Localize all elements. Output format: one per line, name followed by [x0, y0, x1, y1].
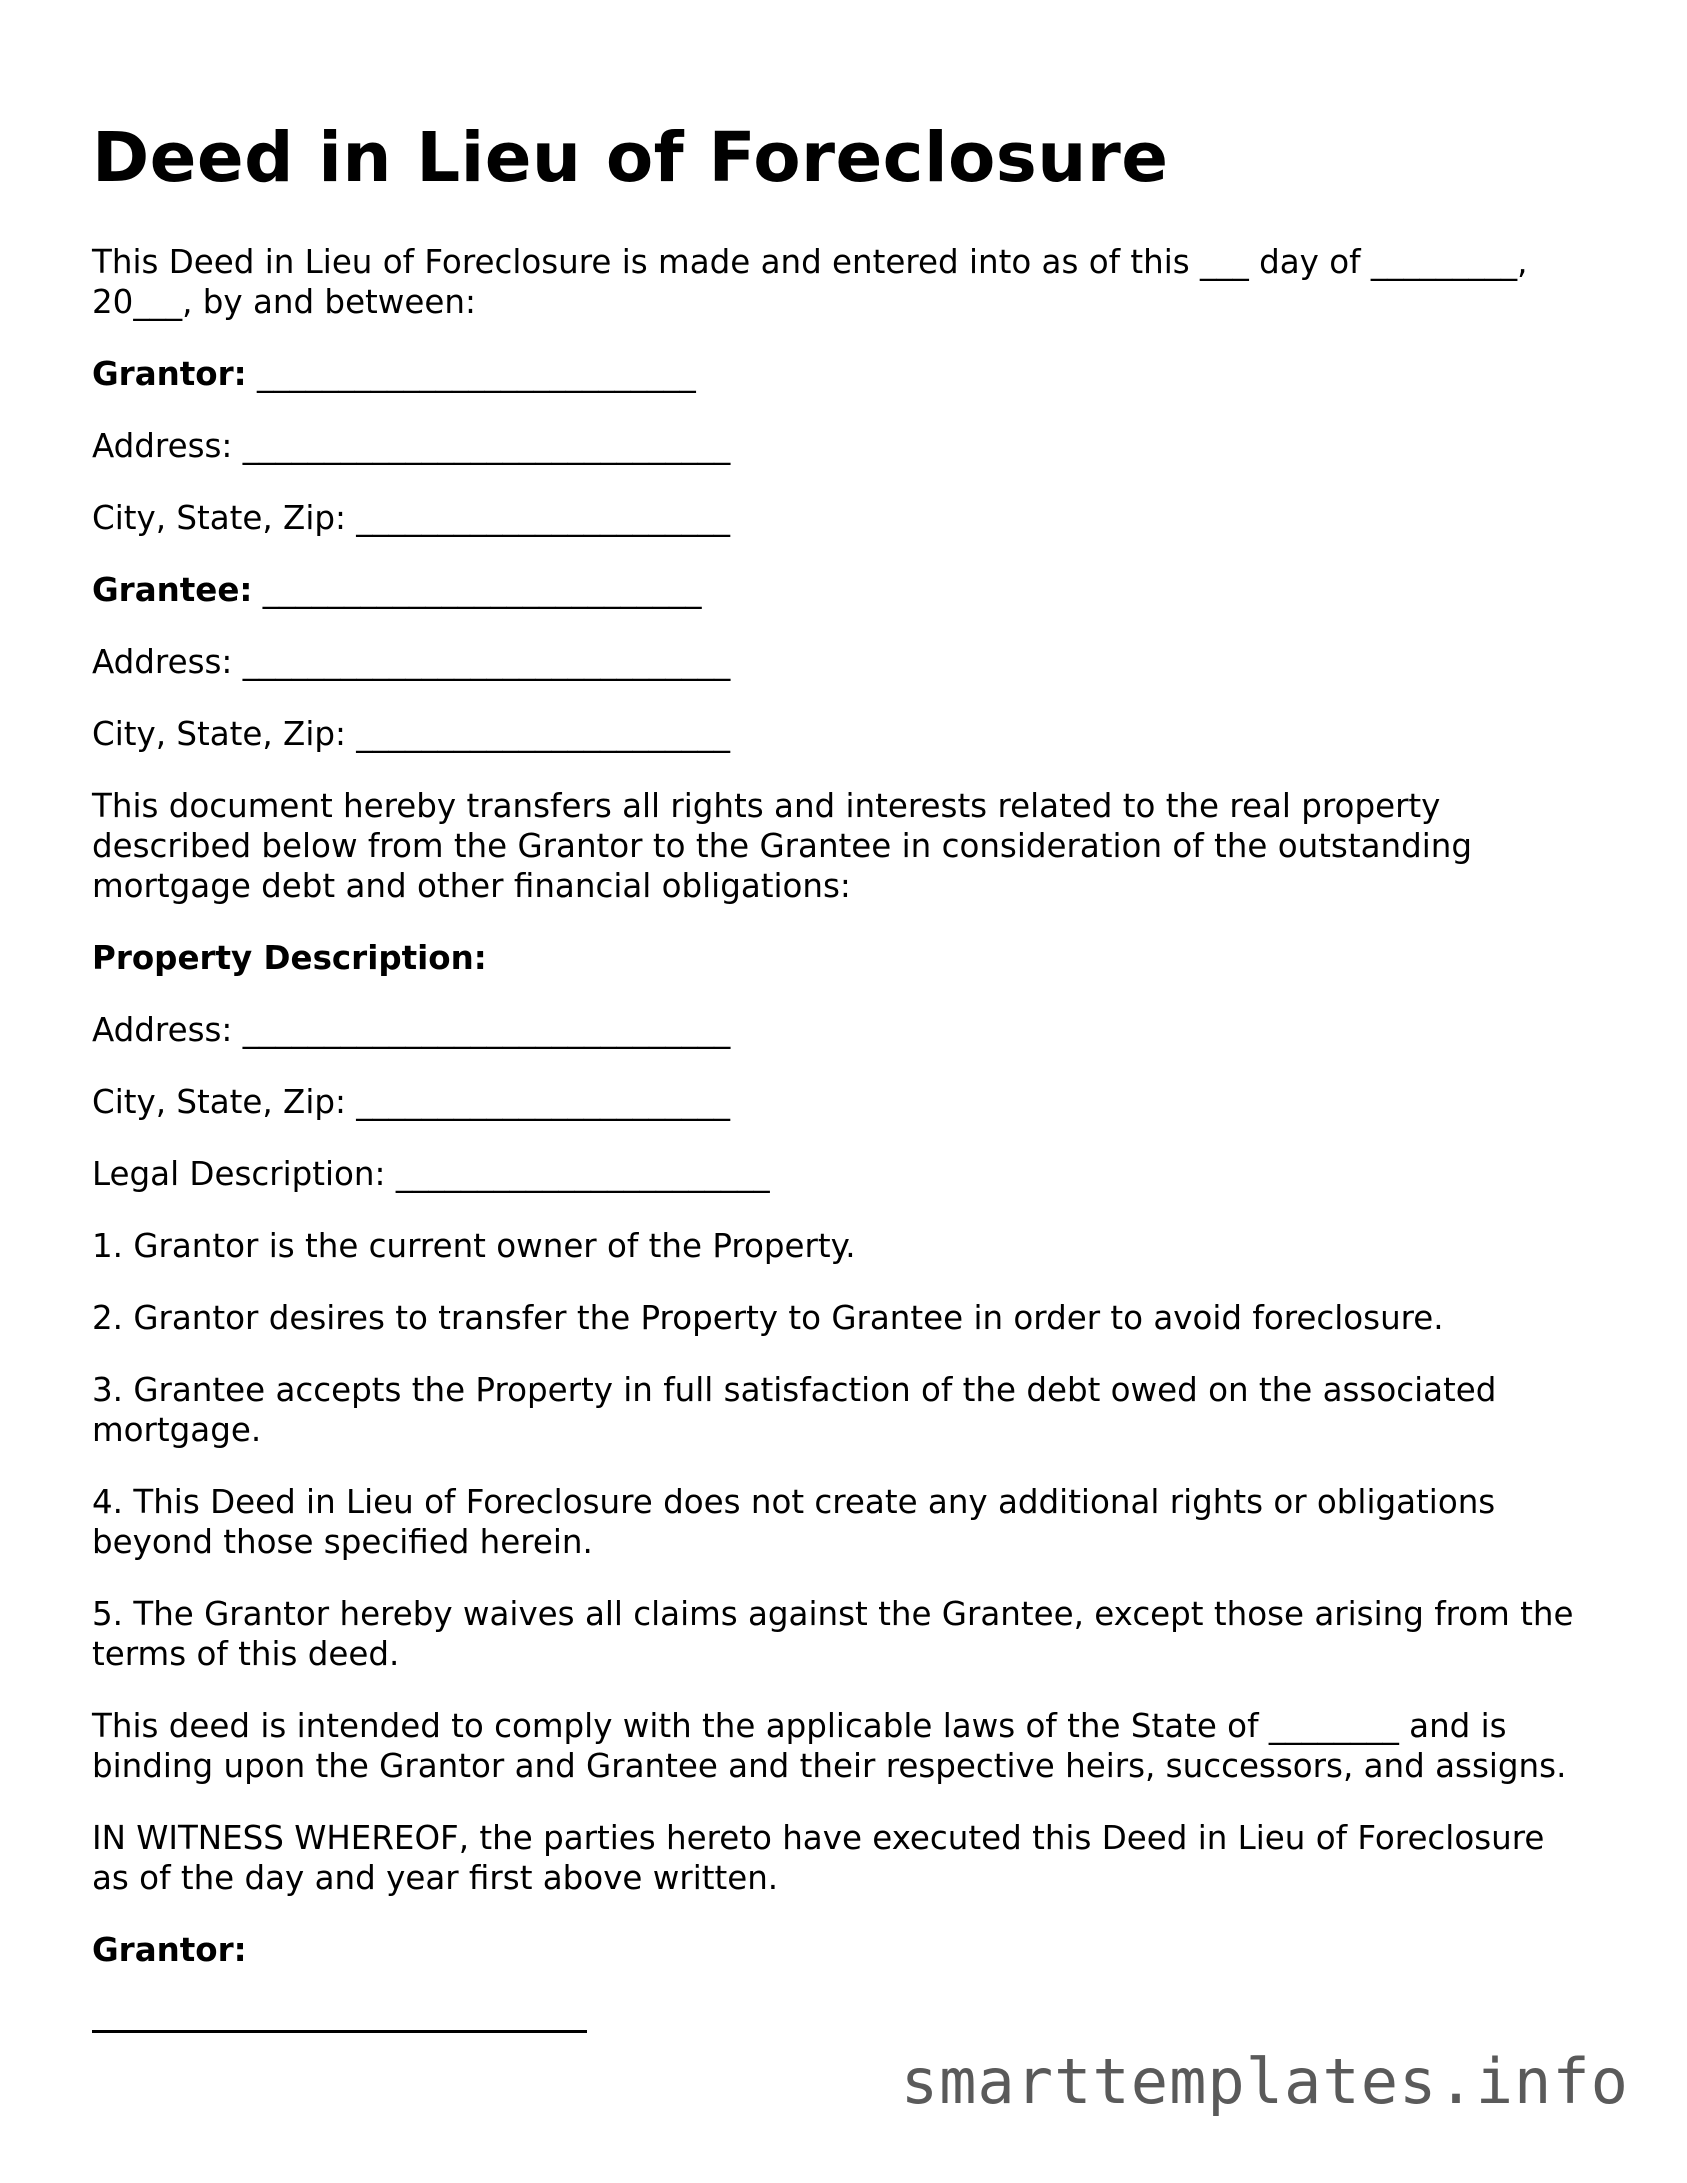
- law-line-1: This deed is intended to comply with the applicable laws of the State of ________ and is: [92, 1707, 1507, 1745]
- clause-5-line-2: terms of this deed.: [92, 1635, 400, 1673]
- grantor-label: Grantor:: [92, 355, 247, 393]
- witness-line-1: IN WITNESS WHEREOF, the parties hereto have executed this Deed in Lieu of Foreclosure: [92, 1819, 1545, 1857]
- transfer-line-3: mortgage debt and other financial obligations:: [92, 867, 851, 905]
- clause-1: 1. Grantor is the current owner of the Property.: [92, 1227, 856, 1265]
- clause-4-line-1: 4. This Deed in Lieu of Foreclosure does not create any additional rights or obligations: [92, 1483, 1496, 1521]
- grantee-blank: ___________________________: [252, 571, 702, 609]
- grantee-field: [92, 570, 701, 610]
- property-address: Address: ______________________________: [92, 1011, 731, 1049]
- witness-line-2: as of the day and year first above written.: [92, 1859, 779, 1897]
- grantor-blank: ___________________________: [246, 355, 696, 393]
- property-heading: Property Description:: [92, 939, 487, 977]
- signature-grantor-label: Grantor:: [92, 1931, 247, 1969]
- clause-3-line-2: mortgage.: [92, 1411, 262, 1449]
- grantor-city-state-zip: City, State, Zip: _______________________: [92, 499, 731, 537]
- grantor-field: [92, 354, 696, 394]
- grantee-city-state-zip: City, State, Zip: _______________________: [92, 715, 731, 753]
- property-legal-description: Legal Description: _______________________: [92, 1155, 770, 1193]
- grantee-label: Grantee:: [92, 571, 253, 609]
- property-city-state-zip: City, State, Zip: _______________________: [92, 1083, 731, 1121]
- watermark: smarttemplates.info: [900, 2045, 1629, 2118]
- grantor-address: Address: ______________________________: [92, 427, 731, 465]
- clause-3-line-1: 3. Grantee accepts the Property in full satisfaction of the debt owed on the associated: [92, 1371, 1497, 1409]
- transfer-line-2: described below from the Grantor to the Grantee in consideration of the outstanding: [92, 827, 1472, 865]
- law-line-2: binding upon the Grantor and Grantee and their respective heirs, successors, and assigns.: [92, 1747, 1567, 1785]
- document-title: Deed in Lieu of Foreclosure: [92, 118, 1169, 198]
- intro-line-2: 20___, by and between:: [92, 283, 476, 321]
- grantee-address: Address: ______________________________: [92, 643, 731, 681]
- signature-line: [92, 2030, 587, 2033]
- clause-4-line-2: beyond those specified herein.: [92, 1523, 593, 1561]
- intro-line-1: This Deed in Lieu of Foreclosure is made and entered into as of this ___ day of _________,: [92, 243, 1528, 281]
- clause-2: 2. Grantor desires to transfer the Property to Grantee in order to avoid foreclosure.: [92, 1299, 1444, 1337]
- transfer-line-1: This document hereby transfers all rights and interests related to the real property: [92, 787, 1441, 825]
- clause-5-line-1: 5. The Grantor hereby waives all claims against the Grantee, except those arising from the: [92, 1595, 1574, 1633]
